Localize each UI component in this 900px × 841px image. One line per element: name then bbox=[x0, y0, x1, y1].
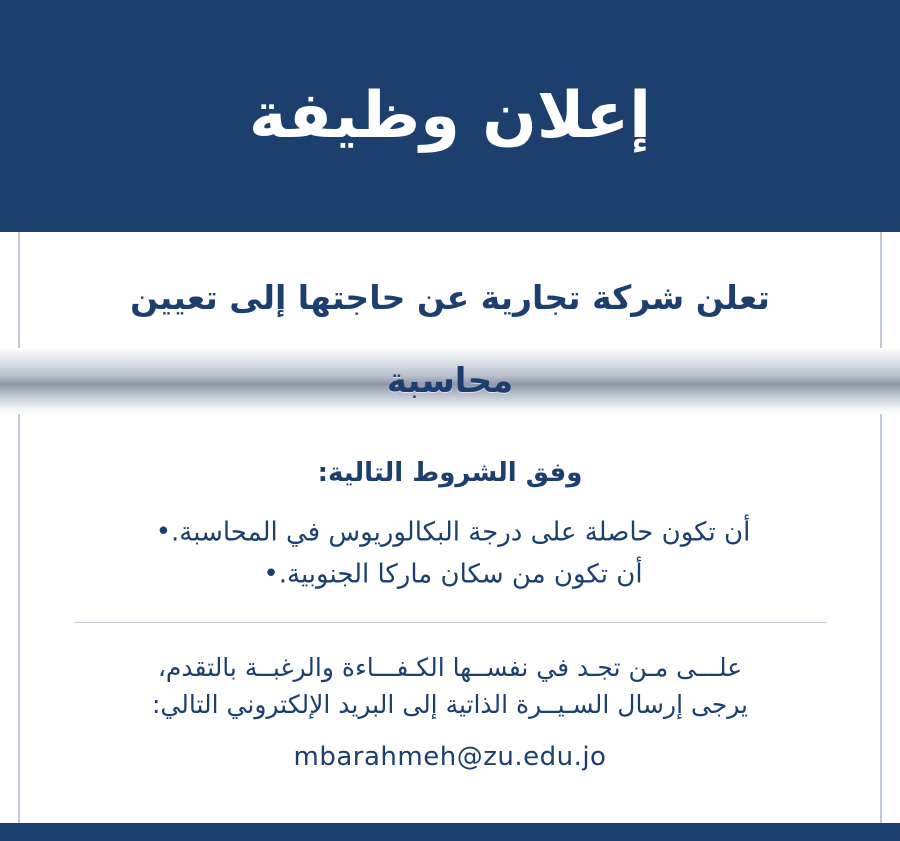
bullet-icon: • bbox=[155, 516, 172, 547]
poster-body bbox=[0, 232, 900, 841]
job-title: محاسبة bbox=[386, 360, 514, 401]
poster-header bbox=[0, 0, 900, 232]
instruction-line-2: يرجى إرسال السـيــرة الذاتية إلى البريد الإلكتروني التالي: bbox=[151, 690, 749, 720]
right-edge-rule bbox=[880, 232, 882, 841]
left-edge-rule bbox=[18, 232, 20, 841]
application-instructions bbox=[0, 623, 900, 777]
list-item bbox=[74, 554, 826, 596]
conditions-section bbox=[0, 414, 900, 596]
contact-email[interactable]: mbarahmeh@zu.edu.jo bbox=[293, 741, 607, 772]
intro-text: تعلن شركة تجارية عن حاجتها إلى تعيين bbox=[130, 278, 770, 317]
bottom-accent-bar bbox=[0, 823, 900, 841]
list-item bbox=[74, 512, 826, 554]
conditions-list bbox=[74, 512, 826, 596]
page-title: إعلان وظيفة bbox=[248, 78, 652, 153]
condition-text: أن تكون حاصلة على درجة البكالوريوس في المحاسبة. bbox=[171, 517, 751, 548]
instruction-line-1: علـــى مـن تجـد في نفســها الكـفـــاءة والرغبــة بالتقدم، bbox=[157, 652, 743, 682]
job-title-band bbox=[0, 348, 900, 414]
conditions-heading: وفق الشروط التالية: bbox=[317, 457, 583, 488]
bullet-icon: • bbox=[263, 558, 279, 589]
condition-text: أن تكون من سكان ماركا الجنوبية. bbox=[278, 559, 643, 590]
